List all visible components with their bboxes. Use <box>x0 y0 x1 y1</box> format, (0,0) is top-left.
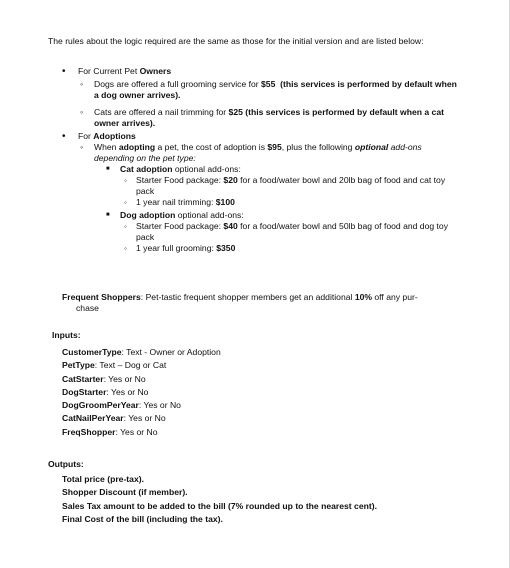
list-item-dog-adoption: ■ Dog adoption optional add-ons: ◦ Starter Food package: $40 for a food/water bowl and 50lb bag of food and dog toy pack ◦ 1 year full grooming: $350 <box>106 210 462 254</box>
list-item-adoptions: • For Adoptions ◦ When adopting a pet, the cost of adoption is $95, plus the following optional add-ons depending on the pet type: ■ Cat adoption optional add-ons: ◦ Starter Food package: $20 for a food/water bowl and 20lb bag of food and cat toy pack ◦ 1 year nail trimming: $100 ■ Dog adoption optional add-ons: ◦ Starter Food package: $40 for a food/water bowl and 50lb bag of food and dog toy pack ◦ 1 year full grooming: $350 <box>62 131 462 254</box>
list-item-cat-nail: ◦ 1 year nail trimming: $100 <box>124 197 462 208</box>
dog-addons-list <box>120 221 462 254</box>
outputs-heading: Outputs: <box>48 459 84 469</box>
pet-type-sublist <box>94 164 462 254</box>
frequent-shoppers-paragraph: Frequent Shoppers: Pet-tastic frequent shopper members get an additional 10% off any pur- chase <box>62 292 418 313</box>
list-item-cats: ◦ Cats are offered a nail trimming for $25 (this services is performed by default when a cat owner arrives). <box>80 107 462 129</box>
adoptions-sublist <box>78 142 462 254</box>
output-item: Final Cost of the bill (including the tax). <box>62 513 223 524</box>
input-item: CatStarter: Yes or No <box>62 373 146 384</box>
outputs-section <box>48 459 468 527</box>
input-item: CatNailPerYear: Yes or No <box>62 413 166 424</box>
list-item-cat-adoption: ■ Cat adoption optional add-ons: ◦ Starter Food package: $20 for a food/water bowl and 20lb bag of food and cat toy pack ◦ 1 year nail trimming: $100 <box>106 164 462 208</box>
input-item: CustomerType: Text - Owner or Adoption <box>62 347 221 357</box>
list-item-dogs: ◦ Dogs are offered a full grooming service for $55 (this services is performed by default when a dog owner arrives). <box>80 79 462 101</box>
outputs-list <box>62 474 468 527</box>
list-item-dog-grooming: ◦ 1 year full grooming: $350 <box>124 243 462 254</box>
owners-sublist <box>78 79 462 129</box>
list-item-current-owners: • For Current Pet Owners ◦ Dogs are offered a full grooming service for $55 (this services is performed by default when a dog owner arrives). ◦ Cats are offered a nail trimming for $25 (this services is performed by default when a cat owner arrives). <box>62 66 462 129</box>
list-item-adoption-desc: ◦ When adopting a pet, the cost of adoption is $95, plus the following optional add-ons depending on the pet type: ■ Cat adoption optional add-ons: ◦ Starter Food package: $20 for a food/water bowl and 20lb bag of food and cat toy pack ◦ 1 year nail trimming: $100 ■ Dog adoption optional add-ons: ◦ Starter Food package: $40 for a food/water bowl and 50lb bag of food and dog toy pack ◦ 1 year full grooming: $350 <box>80 142 462 254</box>
intro-paragraph: The rules about the logic required are the same as those for the initial version and are listed below: <box>48 36 424 46</box>
cat-addons-list <box>120 175 462 208</box>
output-item: Total price (pre-tax). <box>62 474 144 484</box>
output-item: Sales Tax amount to be added to the bill (7% rounded up to the nearest cent). <box>62 500 377 511</box>
input-item: DogStarter: Yes or No <box>62 386 149 397</box>
input-item: FreqShopper: Yes or No <box>62 426 158 437</box>
inputs-heading: Inputs: <box>52 330 81 340</box>
list-item-dog-starter: ◦ Starter Food package: $40 for a food/water bowl and 50lb bag of food and dog toy pack <box>124 221 462 243</box>
rules-list <box>62 66 462 254</box>
list-item-cat-starter: ◦ Starter Food package: $20 for a food/water bowl and 20lb bag of food and cat toy pack <box>124 175 462 197</box>
input-item: PetType: Text – Dog or Cat <box>62 360 167 371</box>
input-item: DogGroomPerYear: Yes or No <box>62 400 181 411</box>
inputs-section <box>52 330 352 440</box>
output-item: Shopper Discount (if member). <box>62 487 188 498</box>
inputs-list <box>62 347 352 440</box>
